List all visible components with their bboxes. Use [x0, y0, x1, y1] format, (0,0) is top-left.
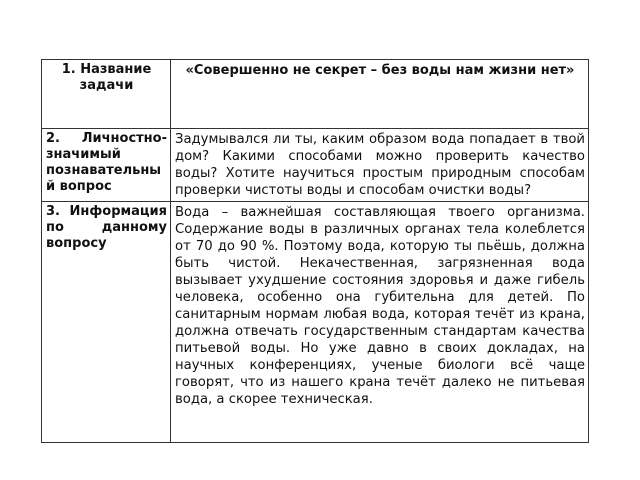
task-table — [41, 59, 589, 443]
question-label: 2. Личностно-значимый познавательный вопрос — [42, 129, 171, 202]
table-row-question — [42, 129, 589, 202]
information-text: Вода – важнейшая составляющая твоего организма. Содержание воды в различных органах тела колеблется от 70 до 90 %. Поэтому вода, которую ты пьёшь, должна быть чистой. Некачественная, загрязненная вода вызывает ухудшение состояния здоровья и даже гибель человека, особенно она губительна для детей. По санитарным нормам любая вода, которая течёт из крана, должна отвечать государственным стандартам качества питьевой воды. Но уже давно в своих докладах, на научных конференциях, ученые биологи всё чаще говорят, что из нашего крана течёт далеко не питьевая вода, а скорее техническая. — [171, 202, 589, 443]
question-text: Задумывался ли ты, каким образом вода попадает в твой дом? Какими способами можно проверить качество воды? Хотите научиться простым природным способам проверки чистоты воды и способам очистки воды? — [171, 129, 589, 202]
task-title: «Совершенно не секрет – без воды нам жизни нет» — [171, 60, 589, 129]
information-label: 3. Информация по данному вопросу — [42, 202, 171, 443]
task-name-label: 1. Название задачи — [42, 60, 171, 129]
table-row-information — [42, 202, 589, 443]
table-row-task-name — [42, 60, 589, 129]
